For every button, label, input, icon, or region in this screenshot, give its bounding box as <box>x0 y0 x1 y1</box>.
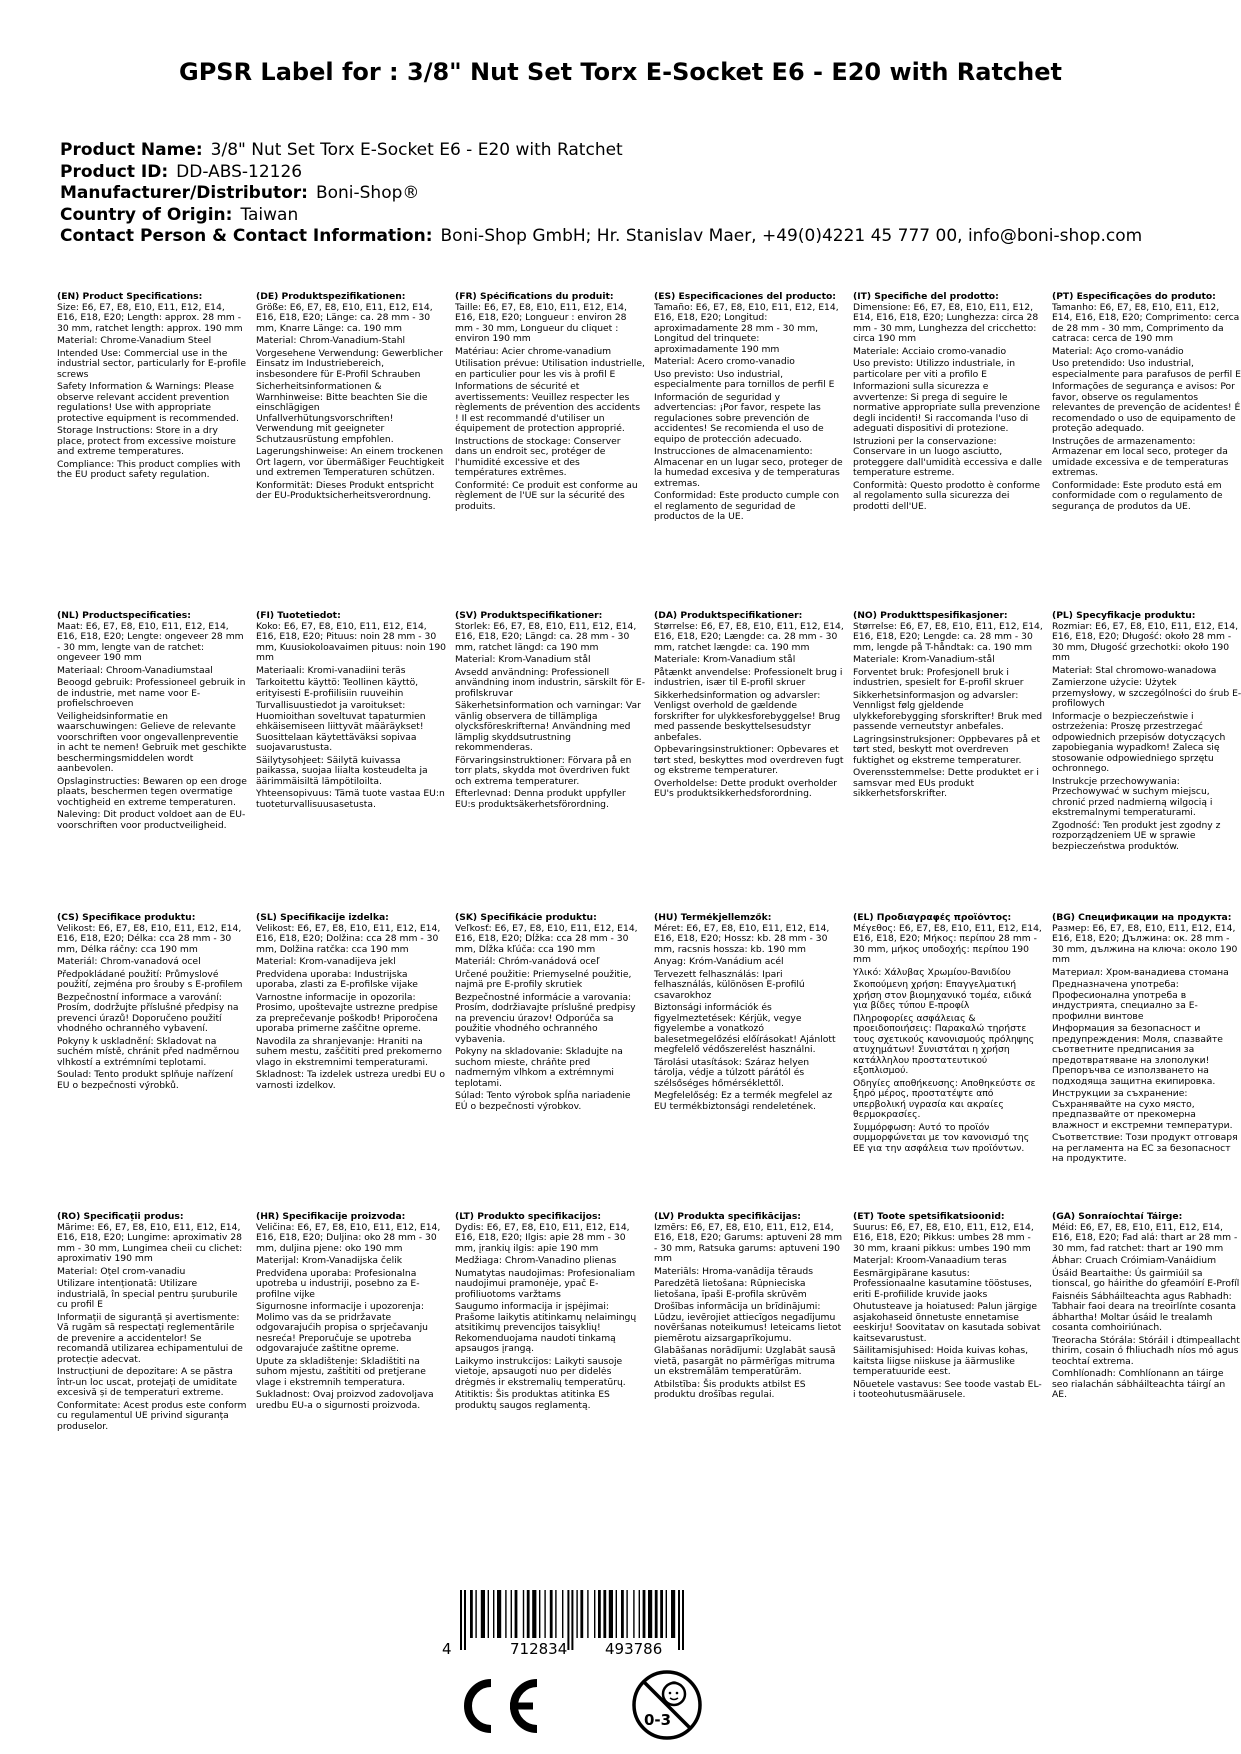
section-paragraph: Paredzētā lietošana: Rūpnieciska lietošana, īpaši E-profila skrūvēm <box>654 1278 807 1300</box>
barcode-digits-3: 493786 <box>605 1640 663 1658</box>
barcode-bar <box>527 1590 530 1638</box>
section-paragraph: Dydis: E6, E7, E8, E10, E11, E12, E14, E16, E18, E20; Ilgis: apie 28 mm - 30 mm, įrankių ilgis: apie 190 mm <box>455 1221 630 1254</box>
section-paragraph: Varnostne informacije in opozorila: Prosimo, upoštevajte ustrezne predpise za preprečevanje poškodb! Priporočena uporaba primerne zaščitne opreme. <box>256 991 438 1034</box>
section-paragraph: Conformidade: Este produto está em conformidade com o regulamento de segurança de produtos da UE. <box>1052 479 1223 512</box>
section-paragraph: Súlad: Tento výrobok spĺňa nariadenie EÚ o bezpečnosti výrobkov. <box>455 1090 631 1112</box>
barcode-bar <box>598 1590 601 1638</box>
section-paragraph: Velikost: E6, E7, E8, E10, E11, E12, E14, E16, E18, E20; Délka: cca 28 mm - 30 mm, Délka ráčny: cca 190 mm <box>57 922 242 955</box>
section-paragraph: Materjal: Kroom-Vanaadium teras <box>853 1255 1007 1266</box>
product-info-block <box>60 140 1142 248</box>
barcode-bar <box>571 1590 573 1650</box>
section-paragraph: Uso previsto: Uso industrial, especialmente para tornillos de perfil E <box>654 368 835 390</box>
barcode-bar <box>555 1590 556 1638</box>
section-paragraph: Zgodność: Ten produkt jest zgodny z rozporządzeniem UE w sprawie bezpieczeństwa produktów. <box>1052 819 1221 852</box>
section-heading: (FI) Tuotetiedot: <box>256 611 341 621</box>
section-paragraph: Material: Oțel crom-vanadiu <box>57 1265 186 1277</box>
section-paragraph: Tarkoitettu käyttö: Teollinen käyttö, erityisesti E-profiilisiin ruuveihin <box>256 677 419 699</box>
barcode-bar <box>470 1590 473 1638</box>
section-paragraph: Material: Chrom-Vanadium-Stahl <box>256 335 406 346</box>
section-heading: (RO) Specificații produs: <box>57 1212 184 1222</box>
section-paragraph: Zamierzone użycie: Użytek przemysłowy, w szczególności do śrub E-profilowych <box>1052 677 1241 709</box>
contact-row <box>60 226 1142 248</box>
barcode-bar <box>481 1590 485 1638</box>
section-paragraph: Material: Krom-vanadijeva jekl <box>256 956 396 967</box>
section-paragraph: Material: Chrome-Vanadium Steel <box>57 335 212 346</box>
section-paragraph: Υλικό: Χάλυβας Χρωμίου-Βανιδίου <box>853 966 1011 978</box>
section-paragraph: Materiaali: Kromi-vanadiini teräs <box>256 664 406 676</box>
country-row <box>60 205 1142 227</box>
section-paragraph: Avsedd användning: Professionell användning inom industrin, särskilt för E-profilskruvar <box>455 666 645 699</box>
section-heading: (FR) Spécifications du produit: <box>455 292 614 302</box>
product-id-value: DD-ABS-12126 <box>176 161 303 182</box>
product-id-label: Product ID: <box>60 161 169 182</box>
section-paragraph: Instrucțiuni de depozitare: A se păstra într-un loc uscat, protejați de umiditate excesivă și de temperaturi extreme. <box>57 1366 238 1398</box>
section-paragraph: Nõuetele vastavus: See toode vastab EL-i tooteohutusmäärusele. <box>853 1378 1042 1400</box>
barcode-bar <box>666 1590 667 1638</box>
section-paragraph: Koko: E6, E7, E8, E10, E11, E12, E14, E16, E18, E20; Pituus: noin 28 mm - 30 mm, Kuusiokoloavaimen pituus: noin 190 mm <box>256 620 446 663</box>
section-paragraph: Naleving: Dit product voldoet aan de EU-voorschriften voor productveiligheid. <box>57 809 246 831</box>
section-paragraph: Materijal: Krom-Vanadijska čelik <box>256 1255 403 1266</box>
section-paragraph: Yhteensopivuus: Tämä tuote vastaa EU:n tuoteturvallisuusasetusta. <box>256 788 445 810</box>
manufacturer-row <box>60 183 1142 205</box>
barcode-bar <box>550 1590 553 1638</box>
language-section <box>455 913 645 1203</box>
language-section <box>256 611 446 905</box>
section-paragraph: Atitiktis: Šis produktas atitinka ES produktų saugos reglamentą. <box>455 1389 610 1411</box>
section-paragraph: Vorgesehene Verwendung: Gewerblicher Einsatz im Industriebereich, insbesondere für E-Profil Schrauben <box>256 347 443 380</box>
section-paragraph: Biztonsági információk és figyelmeztetések: Kérjük, vegye figyelembe a vonatkozó balesetmegelőzési előírásokat! Ajánlott megfelelő védőszerelést használni. <box>654 1002 836 1055</box>
barcode-bar <box>523 1590 524 1638</box>
barcode <box>440 1590 700 1658</box>
section-paragraph: Soulad: Tento produkt splňuje nařízení EU o bezpečnosti výrobků. <box>57 1069 234 1091</box>
barcode-bar <box>505 1590 506 1638</box>
barcode-bar <box>460 1590 462 1650</box>
section-heading: (LT) Produkto specifikacijos: <box>455 1212 602 1222</box>
section-paragraph: Materiał: Stal chromowo-wanadowa <box>1052 664 1217 676</box>
language-section <box>654 611 844 905</box>
language-section <box>853 1212 1043 1542</box>
section-paragraph: Størrelse: E6, E7, E8, E10, E11, E12, E14, E16, E18, E20; Lengde: ca. 28 mm - 30 mm, lengde på T-håndtak: ca. 190 mm <box>853 620 1043 653</box>
section-paragraph: Conformità: Questo prodotto è conforme al regolamento sulla sicurezza dei prodotti dell'UE. <box>853 479 1041 512</box>
section-paragraph: Turvallisuustiedot ja varoitukset: Huomioithan soveltuvat tapaturmien ehkäisemiseen liittyvät määräykset! Suosittelaan käytettäväksi sopivaa suojavarustusta. <box>256 700 426 753</box>
country-value: Taiwan <box>240 204 299 225</box>
section-paragraph: Opslaginstructies: Bewaren op een droge plaats, beschermen tegen overmatige vochtigheid en extreme temperaturen. <box>57 775 247 808</box>
barcode-digit-1: 4 <box>442 1640 452 1658</box>
language-section <box>1052 913 1241 1203</box>
language-section <box>455 611 645 905</box>
language-section <box>853 292 1043 602</box>
section-paragraph: Σκοπούμενη χρήση: Επαγγελματική χρήση στον βιομηχανικό τομέα, ειδικά για βίδες τύπου E-προφίλ <box>853 979 1032 1011</box>
section-paragraph: Πληροφορίες ασφάλειας & προειδοποιήσεις: Παρακαλώ τηρήστε τους σχετικούς κανονισμούς πρόληψης ατυχημάτων! Συνιστάται η χρήση κατάλληλου προστατευτικού εξοπλισμού. <box>853 1012 1035 1076</box>
section-heading: (GA) Sonraíochtaí Táirge: <box>1052 1212 1183 1222</box>
section-paragraph: Informacje o bezpieczeństwie i ostrzeżenia: Proszę przestrzegać odpowiednich przepisów dotyczących zapobiegania wypadkom! Zaleca się stosowanie odpowiedniego sprzętu ochronnego. <box>1052 710 1226 774</box>
section-paragraph: Overensstemmelse: Dette produktet er i samsvar med EUs produkt sikkerhetsforskrifter. <box>853 767 1039 799</box>
language-section <box>57 1212 247 1542</box>
section-paragraph: Comhlíonadh: Comhlíonann an táirge seo rialachán sábháilteachta táirgí an AE. <box>1052 1368 1226 1400</box>
section-heading: (PT) Especificações do produto: <box>1052 292 1216 302</box>
language-section <box>1052 292 1241 602</box>
barcode-bar <box>539 1590 540 1638</box>
barcode-bar <box>580 1590 583 1638</box>
section-paragraph: Compliance: This product complies with the EU product safety regulation. <box>57 458 241 480</box>
section-paragraph: Materiál: Chrom-vanadová ocel <box>57 956 201 967</box>
section-heading: (EN) Product Specifications: <box>57 292 203 302</box>
section-paragraph: Säkerhetsinformation och varningar: Var vänlig observera de tillämpliga olycksföreskrifterna! Användning med lämplig skyddsutrustning rekommenderas. <box>455 700 641 753</box>
section-heading: (DA) Produktspecifikationer: <box>654 611 803 621</box>
section-paragraph: Navodila za shranjevanje: Hraniti na suhem mestu, zaščititi pred prekomerno vlago in ekstremnimi temperaturami. <box>256 1035 442 1068</box>
section-heading: (IT) Specifiche del prodotto: <box>853 292 999 302</box>
section-paragraph: Rozmiar: E6, E7, E8, E10, E11, E12, E14, E16, E18, E20; Długość: około 28 mm - 30 mm, Długość grzechotki: około 190 mm <box>1052 620 1239 663</box>
section-paragraph: Úsáid Beartaithe: Ús gairmiúil sa tionscal, go háirithe do gfeamóirí E-Profíl <box>1052 1267 1240 1289</box>
barcode-bar <box>515 1590 518 1638</box>
section-paragraph: Numatytas naudojimas: Profesionaliam naudojimui pramonėje, ypač E-profiliuotoms varžtams <box>455 1267 636 1300</box>
section-paragraph: Sikkerhedsinformation og advarsler: Venligst overhold de gældende forskrifter for ulykkesforebyggelse! Brug med passende beskyttelsesudstyr anbefales. <box>654 689 841 743</box>
section-paragraph: Informations de sécurité et avertissements: Veuillez respecter les règlements de prévention des accidents ! Il est recommandé d'utiliser un équipement de protection approprié. <box>455 381 641 434</box>
section-paragraph: Materiale: Acciaio cromo-vanadio <box>853 345 1007 357</box>
section-paragraph: Tárolási utasítások: Száraz helyen tárolja, védje a túlzott párától és szélsőséges hőmérséklettől. <box>654 1056 810 1089</box>
section-paragraph: Säilitamisjuhised: Hoida kuivas kohas, kaitsta liigse niiskuse ja äärmuslike temperatuuride eest. <box>853 1345 1029 1377</box>
section-paragraph: Instrukcje przechowywania: Przechowywać w suchym miejscu, chronić przed nadmierną wilgocią i ekstremalnymi temperaturami. <box>1052 775 1213 818</box>
section-paragraph: Utilisation prévue: Utilisation industrielle, en particulier pour les vis à profil E <box>455 358 645 380</box>
section-paragraph: Informazioni sulla sicurezza e avvertenze: Si prega di seguire le normative appropriate sulla prevenzione degli incidenti! Si raccomanda l'uso di adeguati dispositivi di protezione. <box>853 381 1040 434</box>
section-paragraph: Uso previsto: Utilizzo industriale, in particolare per viti a profilo E <box>853 358 1016 380</box>
language-section <box>1052 1212 1241 1542</box>
country-label: Country of Origin: <box>60 204 233 225</box>
product-name-label: Product Name: <box>60 140 203 160</box>
section-paragraph: Sigurnosne informacije i upozorenja: Molimo vas da se pridržavate odgovarajućih propisa o sprječavanju nesreća! Preporučuje se upotreba odgovarajuće zaštitne opreme. <box>256 1301 428 1354</box>
barcode-bar <box>609 1590 613 1638</box>
section-paragraph: Saugumo informacija ir įspėjimai: Prašome laikytis atitinkamų nelaimingų atsitikimų prevencijos taisyklių! Rekomenduojama naudoti tinkamą apsaugos įrangą. <box>455 1301 637 1354</box>
section-paragraph: Materiale: Krom-Vanadium-stål <box>853 654 995 665</box>
section-paragraph: Tervezett felhasználás: Ipari felhasználás, különösen E-profilú csavarokhoz <box>654 968 805 1001</box>
section-paragraph: Bezpečnostné informácie a varovania: Prosím, dodržiavajte príslušné predpisy na prevenciu úrazov! Odporúča sa použitie vhodného ochranného vybavenia. <box>455 991 636 1045</box>
barcode-bar <box>532 1590 536 1638</box>
section-paragraph: Eesmärgipärane kasutus: Professionaalne kasutamine tööstuses, eriti E-profiilide kruvide jaoks <box>853 1267 1032 1300</box>
section-paragraph: Størrelse: E6, E7, E8, E10, E11, E12, E14, E16, E18, E20; Længde: ca. 28 mm - 30 mm, ratchet længde: ca. 190 mm <box>654 620 844 653</box>
section-paragraph: Atbilstība: Šis produkts atbilst ES produktu drošības regulai. <box>654 1378 806 1400</box>
section-heading: (CS) Specifikace produktu: <box>57 913 196 923</box>
section-paragraph: Size: E6, E7, E8, E10, E11, E12, E14, E16, E18, E20; Length: approx. 28 mm - 30 mm, ratchet length: approx. 190 mm <box>57 301 243 334</box>
section-paragraph: Material: Acero cromo-vanadio <box>654 356 795 367</box>
barcode-bar <box>493 1590 494 1638</box>
not-for-children-0-3-icon <box>630 1668 704 1742</box>
section-paragraph: Conformité: Ce produit est conforme au règlement de l'UE sur la sécurité des produits. <box>455 479 638 512</box>
section-paragraph: Instruções de armazenamento: Armazenar em local seco, proteger da umidade excessiva e de temperaturas extremas. <box>1052 435 1229 478</box>
section-paragraph: Beoogd gebruik: Professioneel gebruik in de industrie, met name voor E-profielschroeven <box>57 677 246 709</box>
section-paragraph: Efterlevnad: Denna produkt uppfyller EU:s produktsäkerhetsförordning. <box>455 788 626 810</box>
section-paragraph: Lagringsinstruksjoner: Oppbevares på et tørt sted, beskytt mot overdreven fuktighet og ekstreme temperaturer. <box>853 733 1041 766</box>
section-paragraph: Medžiaga: Chrom-Vanadino plienas <box>455 1255 617 1266</box>
ce-mark-icon <box>455 1675 545 1737</box>
product-name-value: 3/8" Nut Set Torx E-Socket E6 - E20 with Ratchet <box>210 140 623 160</box>
barcode-bar <box>475 1590 476 1638</box>
section-paragraph: Säilytysohjeet: Säilytä kuivassa paikassa, suojaa liialta kosteudelta ja äärimmäisiltä lämpötiloilta. <box>256 754 428 787</box>
section-paragraph: Instrucciones de almacenamiento: Almacenar en un lugar seco, proteger de la humedad excesiva y de temperaturas extremas. <box>654 446 843 489</box>
barcode-bar <box>639 1590 640 1638</box>
section-paragraph: Taille: E6, E7, E8, E10, E11, E12, E14, E16, E18, E20; Longueur : environ 28 mm - 30 mm, Longueur du cliquet : environ 190 mm <box>455 301 627 344</box>
section-paragraph: Laikymo instrukcijos: Laikyti sausoje vietoje, apsaugoti nuo per didelės drėgmės ir ekstremalių temperatūrų. <box>455 1355 626 1388</box>
barcode-bar <box>660 1590 663 1638</box>
section-heading: (NL) Productspecificaties: <box>57 611 191 621</box>
section-paragraph: Informații de siguranță și avertismente: Vă rugăm să respectați reglementările de prevenire a accidentelor! Se recomandă utilizarea echipamentului de protecție adecvat. <box>57 1311 243 1365</box>
section-paragraph: Información de seguridad y advertencias: ¡Por favor, respete las regulaciones sobre prevención de accidentes! Se recomienda el uso de equipo de protección adecuado. <box>654 391 824 445</box>
barcode-bar <box>633 1590 634 1638</box>
section-paragraph: Lagerungshinweise: An einem trockenen Ort lagern, vor übermäßiger Feuchtigkeit und extremen Temperaturen schützen. <box>256 446 445 478</box>
barcode-bar <box>621 1590 624 1638</box>
contact-label: Contact Person & Contact Information: <box>60 226 433 246</box>
section-paragraph: Overholdelse: Dette produkt overholder EU's produktsikkerhedsforordning. <box>654 777 838 799</box>
barcode-bar <box>678 1590 680 1650</box>
barcode-bar <box>567 1590 569 1650</box>
page-title: GPSR Label for : 3/8" Nut Set Torx E-Socket E6 - E20 with Ratchet <box>179 58 1062 86</box>
section-paragraph: Информация за безопасност и предупреждения: Моля, спазвайте съответните предписания за предотвратяване на злополуки! Препоръчва се използването на подходяща защитна екипировка. <box>1052 1023 1223 1087</box>
barcode-bar <box>643 1590 646 1638</box>
section-paragraph: Größe: E6, E7, E8, E10, E11, E12, E14, E16, E18, E20; Länge: ca. 28 mm - 30 mm, Knarre Länge: ca. 190 mm <box>256 301 433 334</box>
section-paragraph: Forventet bruk: Profesjonell bruk i industrien, spesielt for E-profil skruer <box>853 666 1024 688</box>
section-paragraph: Οδηγίες αποθήκευσης: Αποθηκεύστε σε ξηρό μέρος, προστατέψτε από υπερβολική υγρασία και ακραίες θερμοκρασίες. <box>853 1077 1036 1120</box>
section-paragraph: Uso pretendido: Uso industrial, especialmente para parafusos de perfil E <box>1052 358 1241 380</box>
section-heading: (EL) Προδιαγραφές προϊόντος: <box>853 913 1012 923</box>
section-paragraph: Istruzioni per la conservazione: Conservare in un luogo asciutto, proteggere dall'umidità eccessiva e dalle temperature estreme. <box>853 435 1043 478</box>
barcode-bar <box>603 1590 606 1638</box>
barcode-bar <box>626 1590 627 1638</box>
section-paragraph: Инструкции за съхранение: Съхранявайте на сухо място, предпазвайте от прекомерна влажност и екстремни температури. <box>1052 1088 1233 1131</box>
section-paragraph: Instructions de stockage: Conserver dans un endroit sec, protéger de l'humidité excessive et des températures extrêmes. <box>455 435 621 478</box>
barcode-bar <box>616 1590 617 1638</box>
section-paragraph: Sicherheitsinformationen & Warnhinweise: Bitte beachten Sie die einschlägigen Unfallverhütungsvorschriften! Verwendung mit geeigneter Schutzausrüstung empfohlen. <box>256 381 428 445</box>
section-paragraph: Material: Krom-Vanadium stål <box>455 654 591 665</box>
section-paragraph: Pokyny na skladovanie: Skladujte na suchom mieste, chráňte pred nadmerným vlhkom a extrémnymi teplotami. <box>455 1046 623 1089</box>
product-id-row <box>60 162 1142 184</box>
barcode-digits-2: 712834 <box>510 1640 568 1658</box>
section-paragraph: Maat: E6, E7, E8, E10, E11, E12, E14, E16, E18, E20; Lengte: ongeveer 28 mm - 30 mm, lengte van de ratchet: ongeveer 190 mm <box>57 620 244 663</box>
section-paragraph: Předpokládané použití: Průmyslové použití, zejména pro šrouby s E-profilem <box>57 968 243 990</box>
language-section <box>455 1212 645 1542</box>
barcode-bar <box>576 1590 577 1638</box>
section-paragraph: Materiál: Chróm-vanádová oceľ <box>455 956 600 967</box>
section-paragraph: Utilizare intenționată: Utilizare industrială, în special pentru șuruburile cu profil E <box>57 1278 238 1310</box>
section-paragraph: Konformität: Dieses Produkt entspricht der EU-Produktsicherheitsverordnung. <box>256 479 434 501</box>
section-paragraph: Förvaringsinstruktioner: Förvara på en torr plats, skydda mot överdriven fukt och extrema temperaturer. <box>455 754 632 787</box>
section-paragraph: Ohutusteave ja hoiatused: Palun järgige asjakohaseid õnnetuste ennetamise eeskirju! Soovitatav on kasutada sobivat kaitsevarustust. <box>853 1301 1041 1344</box>
language-section <box>57 292 247 602</box>
barcode-bar <box>594 1590 595 1638</box>
section-paragraph: Предназначена употреба: Професионална употреба в индустрията, специално за E-профилни винтове <box>1052 979 1198 1022</box>
section-heading: (ES) Especificaciones del producto: <box>654 292 836 302</box>
barcode-bar <box>497 1590 501 1638</box>
section-paragraph: Anyag: Króm-Vanádium acél <box>654 956 784 967</box>
section-paragraph: Veličina: E6, E7, E8, E10, E11, E12, E14, E16, E18, E20; Duljina: oko 28 mm - 30 mm, duljina pjene: oko 190 mm <box>256 1221 441 1254</box>
language-section <box>853 611 1043 905</box>
language-section <box>57 611 247 905</box>
section-heading: (HR) Specifikacije proizvoda: <box>256 1212 406 1222</box>
section-paragraph: Izmērs: E6, E7, E8, E10, E11, E12, E14, E16, E18, E20; Garums: aptuveni 28 mm - 30 mm, Ratsuka garums: aptuveni 190 mm <box>654 1221 843 1264</box>
section-paragraph: Påtænkt anvendelse: Professionelt brug i industrien, især til E-profil skruer <box>654 666 843 688</box>
section-paragraph: Tamaño: E6, E7, E8, E10, E11, E12, E14, E16, E18, E20; Longitud: aproximadamente 28 mm - 30 mm, Longitud del trinquete: aproximadamente 190 mm <box>654 301 839 355</box>
language-section <box>256 913 446 1203</box>
section-heading: (SL) Specifikacije izdelka: <box>256 913 389 923</box>
section-paragraph: Materiaal: Chroom-Vanadiumstaal <box>57 664 213 676</box>
language-section <box>455 292 645 602</box>
section-paragraph: Intended Use: Commercial use in the industrial sector, particularly for E-profile screws <box>57 347 247 380</box>
section-paragraph: Размер: E6, E7, E8, E10, E11, E12, E14, E16, E18, E20; Дължина: ок. 28 mm - 30 mm, дължина на ключа: около 190 mm <box>1052 922 1238 965</box>
section-paragraph: Conformitate: Acest produs este conform cu regulamentul UE privind siguranța produselor. <box>57 1399 247 1432</box>
section-paragraph: Faisnéis Sábháilteachta agus Rabhadh: Tabhair faoi deara na treoirlínte cosanta ábhartha! Moltar úsáid le trealamh cosanta comhoiriúnach. <box>1052 1290 1237 1333</box>
section-paragraph: Materiale: Krom-Vanadium stål <box>654 654 796 665</box>
section-paragraph: Predviđena uporaba: Profesionalna upotreba u industriji, posebno za E-profilne vijke <box>256 1267 420 1300</box>
barcode-bar <box>544 1590 545 1638</box>
section-paragraph: Méid: E6, E7, E8, E10, E11, E12, E14, E16, E18, E20; Fad alá: thart ar 28 mm - 30 mm, fad ratchet: thart ar 190 mm <box>1052 1221 1238 1254</box>
svg-text:0-3: 0-3 <box>644 1711 672 1729</box>
language-section <box>57 913 247 1203</box>
section-paragraph: Upute za skladištenje: Skladištiti na suhom mjestu, zaštititi od pretjerane vlage i ekstremnih temperatura. <box>256 1355 426 1388</box>
section-paragraph: Съответствие: Този продукт отговаря на регламента на ЕС за безопасност на продуктите. <box>1052 1132 1238 1164</box>
barcode-bar <box>671 1590 675 1638</box>
section-paragraph: Dimensione: E6, E7, E8, E10, E11, E12, E14, E16, E18, E20; Lunghezza: circa 28 mm - 30 mm, Lunghezza del cricchetto: circa 190 mm <box>853 301 1039 344</box>
section-paragraph: Skladnost: Ta izdelek ustreza uredbi EU o varnosti izdelkov. <box>256 1069 446 1091</box>
section-paragraph: Μέγεθος: E6, E7, E8, E10, E11, E12, E14, E16, E18, E20; Μήκος: περίπου 28 mm - 30 mm, μήκος υποδοχής: περίπου 190 mm <box>853 922 1042 965</box>
section-paragraph: Ábhar: Cruach Cróimiam-Vanáidium <box>1052 1255 1217 1266</box>
section-paragraph: Glabāšanas norādījumi: Uzglabāt sausā vietā, pasargāt no pārmērīgas mitruma un ekstremālām temperatūrām. <box>654 1345 836 1377</box>
manufacturer-value: Boni-Shop® <box>315 183 420 203</box>
section-paragraph: Treoracha Stórála: Stóráil i dtimpeallacht thirim, cosain ó fhliuchadh níos mó agus teochtaí extrema. <box>1052 1334 1240 1367</box>
section-paragraph: Matériau: Acier chrome-vanadium <box>455 345 612 357</box>
language-section <box>1052 611 1241 905</box>
section-paragraph: Materiāls: Hroma-vanādija tērauds <box>654 1265 813 1277</box>
section-paragraph: Sukladnost: Ovaj proizvod zadovoljava uredbu EU-a o sigurnosti proizvoda. <box>256 1389 434 1411</box>
section-heading: (BG) Спецификации на продукта: <box>1052 913 1232 923</box>
section-paragraph: Opbevaringsinstruktioner: Opbevares et tørt sted, beskyttes mod overdreven fugt og ekstreme temperaturer. <box>654 744 844 776</box>
section-paragraph: Predvidena uporaba: Industrijska uporaba, zlasti za E-profilske vijake <box>256 968 418 990</box>
barcode-bar <box>511 1590 512 1638</box>
barcode-bar <box>562 1590 563 1638</box>
section-paragraph: Veľkosť: E6, E7, E8, E10, E11, E12, E14, E16, E18, E20; Dĺžka: cca 28 mm - 30 mm, Dĺžka kľúča: cca 190 mm <box>455 922 638 955</box>
section-paragraph: Megfelelőség: Ez a termék megfelel az EU termékbiztonsági rendeletének. <box>654 1090 833 1112</box>
section-paragraph: Sikkerhetsinformasjon og advarsler: Vennligst følg gjeldende ulykkeforebygging sforskrifter! Bruk med passende verneutstyr anbefales. <box>853 689 1043 732</box>
section-paragraph: Veiligheidsinformatie en waarschuwingen: Gelieve de relevante voorschriften voor ongevallenpreventie in acht te nemen! Gebruik met geschikte beschermingsmiddelen wordt aanbevolen. <box>57 710 247 774</box>
language-section <box>853 913 1043 1203</box>
barcode-bar <box>587 1590 588 1638</box>
barcode-bar <box>464 1590 466 1650</box>
barcode-bar <box>648 1590 652 1638</box>
section-paragraph: Tamanho: E6, E7, E8, E10, E11, E12, E14, E16, E18, E20; Comprimento: cerca de 28 mm - 30 mm, Comprimento da catraca: cerca de 190 mm <box>1052 301 1240 344</box>
manufacturer-label: Manufacturer/Distributor: <box>60 183 308 203</box>
contact-value: Boni-Shop GmbH; Hr. Stanislav Maer, +49(0)4221 45 777 00, info@boni-shop.com <box>440 226 1143 246</box>
language-section <box>256 292 446 602</box>
section-paragraph: Material: Aço cromo-vanádio <box>1052 345 1184 357</box>
barcode-bar <box>488 1590 489 1638</box>
section-heading: (DE) Produktspezifikationen: <box>256 292 406 302</box>
language-section <box>654 1212 844 1542</box>
section-heading: (ET) Toote spetsifikatsioonid: <box>853 1212 1005 1222</box>
section-paragraph: Určené použitie: Priemyselné použitie, najmä pre E-profily skrutiek <box>455 968 632 990</box>
section-paragraph: Материал: Хром-ванадиева стомана <box>1052 966 1229 978</box>
section-paragraph: Pokyny k uskladnění: Skladovat na suchém místě, chránit před nadměrnou vlhkostí a extrémními teplotami. <box>57 1035 240 1068</box>
section-paragraph: Drošības informācija un brīdinājumi: Lūdzu, ievērojiet attiecīgos negadījumu novēršanas noteikumus! Ieteicams lietot piemērotu aizsargaprīkojumu. <box>654 1301 842 1344</box>
barcode-bar <box>682 1590 684 1650</box>
section-paragraph: Bezpečnostní informace a varování: Prosím, dodržujte příslušné předpisy na prevenci úrazů! Doporučeno použití vhodného ochranného vybavení. <box>57 991 239 1034</box>
section-paragraph: Safety Information & Warnings: Please observe relevant accident prevention regulations! Use with appropriate protective equipment is recommended. <box>57 381 239 424</box>
section-paragraph: Conformidad: Este producto cumple con el reglamento de seguridad de productos de la UE. <box>654 490 840 522</box>
section-paragraph: Méret: E6, E7, E8, E10, E11, E12, E14, E16, E18, E20; Hossz: kb. 28 mm - 30 mm, racsnis hossza: kb. 190 mm <box>654 922 830 955</box>
section-paragraph: Informações de segurança e avisos: Por favor, observe os regulamentos relevantes de prevenção de acidentes! É recomendado o uso de equipamento de proteção adequado. <box>1052 381 1241 434</box>
section-heading: (LV) Produkta specifikācijas: <box>654 1212 801 1222</box>
language-section <box>654 292 844 602</box>
section-paragraph: Συμμόρφωση: Αυτό το προϊόν συμμορφώνεται με τον κανονισμό της ΕΕ για την ασφάλεια των προϊόντων. <box>853 1121 1030 1154</box>
barcode-bar <box>655 1590 658 1638</box>
section-paragraph: Storlek: E6, E7, E8, E10, E11, E12, E14, E16, E18, E20; Längd: ca. 28 mm - 30 mm, ratchet längd: ca 190 mm <box>455 620 637 653</box>
section-paragraph: Storage Instructions: Store in a dry place, protect from excessive moisture and extreme temperatures. <box>57 425 236 457</box>
section-heading: (SK) Špecifikácie produktu: <box>455 913 597 923</box>
section-heading: (NO) Produkttspesifikasjoner: <box>853 611 1008 621</box>
language-section <box>256 1212 446 1542</box>
section-paragraph: Mărime: E6, E7, E8, E10, E11, E12, E14, E16, E18, E20; Lungime: aproximativ 28 mm - 30 mm, Lungimea cheii cu clichet: aproximativ 190 mm <box>57 1221 243 1264</box>
language-section <box>654 913 844 1203</box>
section-heading: (HU) Termékjellemzők: <box>654 913 772 923</box>
section-heading: (SV) Produktspecifikationer: <box>455 611 603 621</box>
product-name-row <box>60 140 1142 162</box>
section-paragraph: Velikost: E6, E7, E8, E10, E11, E12, E14, E16, E18, E20; Dolžina: cca 28 mm - 30 mm, Dolžina ratčka: cca 190 mm <box>256 922 441 955</box>
section-heading: (PL) Specyfikacje produktu: <box>1052 611 1196 621</box>
section-paragraph: Suurus: E6, E7, E8, E10, E11, E12, E14, E16, E18, E20; Pikkus: umbes 28 mm - 30 mm, kraani pikkus: umbes 190 mm <box>853 1221 1034 1254</box>
